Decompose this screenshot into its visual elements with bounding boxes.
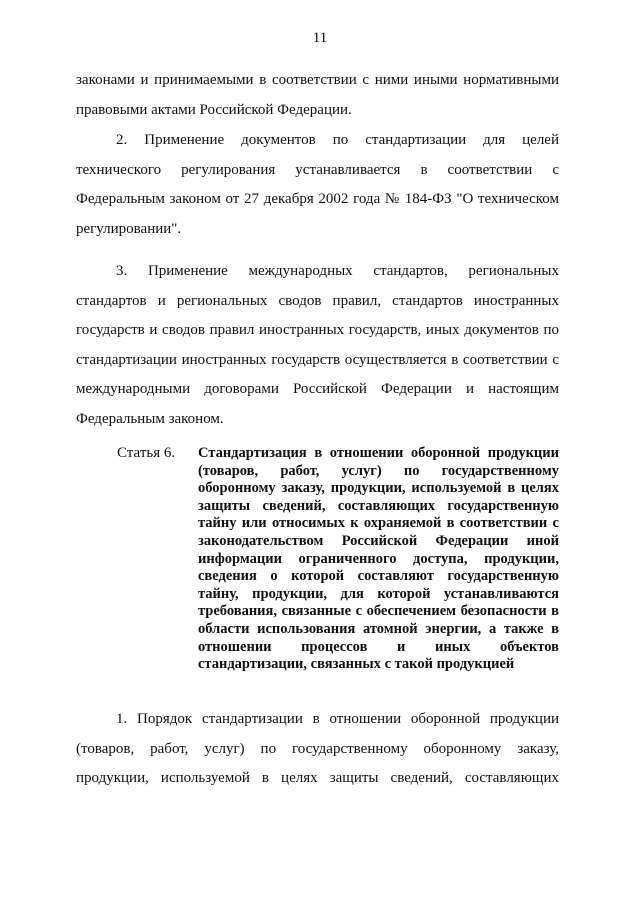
paragraph-3-text: 3. Применение международных стандартов, региональных стандартов и региональных сводов правил, стандартов иностранных государств и сводов правил иностранных государств, иных документов по стандартизации иностранных государств осуществляется в соответствии с международными договорами Российской Федерации и настоящим Федеральным законом. <box>76 263 559 427</box>
paragraph-3 <box>76 257 559 434</box>
paragraph-2 <box>76 126 559 244</box>
paragraph-4 <box>76 705 559 794</box>
article-title: Стандартизация в отношении оборонной продукции (товаров, работ, услуг) по государственному оборонному заказу, продукции, используемой в целях защиты сведений, составляющих государственную тайну или относимых к охраняемой в соответствии с законодательством Российской Федерации иной информации ограниченного доступа, продукции, сведения о которой составляют государственную тайну, продукции, для которой устанавливаются требования, связанные с обеспечением безопасности в области использования атомной энергии, а также в отношении процессов и иных объектов стандартизации, связанных с такой продукцией <box>198 445 559 673</box>
paragraph-1: законами и принимаемыми в соответствии с ними иными нормативными правовыми актами Российской Федерации. <box>76 72 559 118</box>
page-number: 11 <box>312 30 328 46</box>
paragraph-2-text: 2. Применение документов по стандартизации для целей технического регулирования устанавливается в соответствии с Федеральным законом от 27 декабря 2002 года № 184-ФЗ "О техническом регулировании". <box>76 132 559 237</box>
article-label: Статья 6. <box>117 445 176 461</box>
paragraph-4-text: 1. Порядок стандартизации в отношении оборонной продукции (товаров, работ, услуг) по государственному оборонному заказу, продукции, используемой в целях защиты сведений, составляющих <box>76 711 559 786</box>
